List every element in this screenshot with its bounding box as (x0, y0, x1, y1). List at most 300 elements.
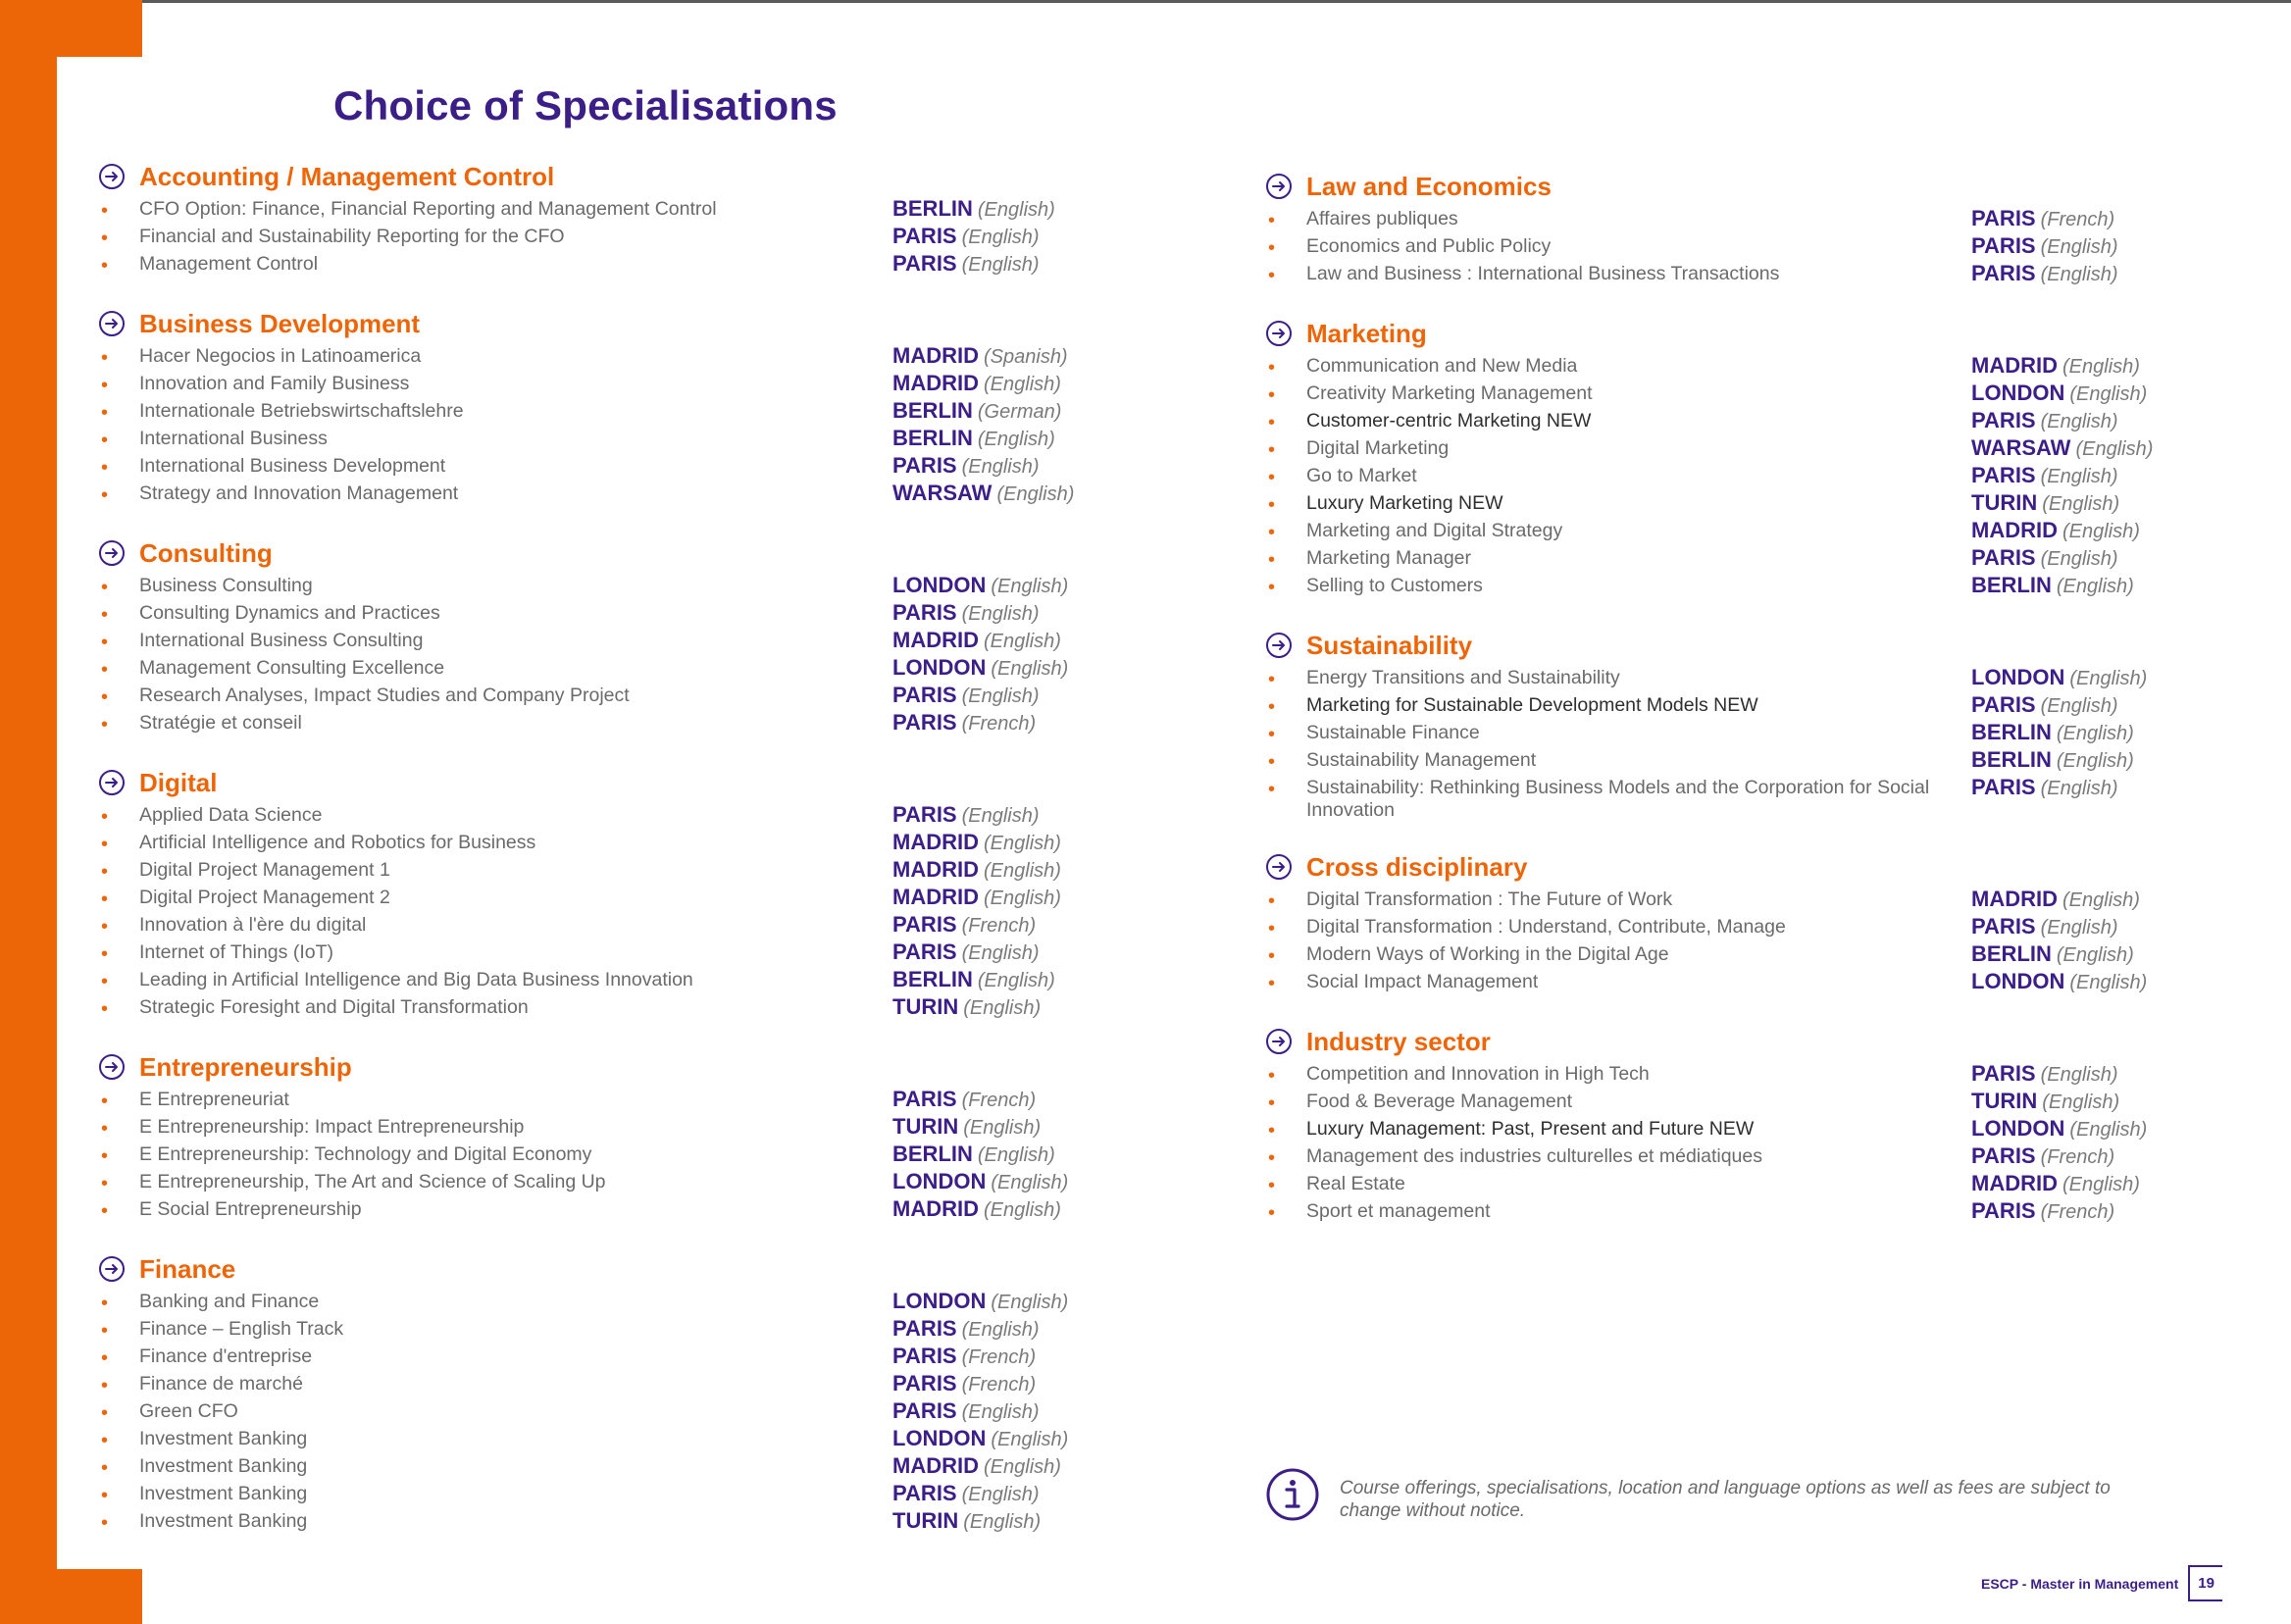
course-name: Customer-centric Marketing NEW (1306, 410, 1592, 431)
course-location (892, 453, 1040, 481)
campus-city: MADRID (1971, 353, 2058, 378)
course-name: Internationale Betriebswirtschaftslehre (139, 400, 464, 422)
list-item (98, 573, 1138, 600)
section-title: Cross disciplinary (1306, 851, 1528, 882)
course-name: E Entrepreneuriat (139, 1089, 289, 1110)
list-item (98, 251, 1138, 279)
course-location (892, 1316, 1040, 1344)
course-location (892, 481, 1074, 508)
course-name: Go to Market (1306, 465, 1417, 486)
course-location (1971, 206, 2114, 233)
list-item (1265, 435, 2246, 463)
bullet-icon: • (101, 1485, 109, 1506)
campus-city: TURIN (892, 994, 959, 1019)
bullet-icon: • (1268, 1147, 1276, 1169)
campus-city: MADRID (892, 628, 979, 652)
list-item (98, 683, 1138, 710)
bullet-icon: • (101, 457, 109, 479)
course-name: Management des industries culturelles et médiatiques (1306, 1145, 1763, 1167)
course-language: (French) (2040, 1146, 2115, 1168)
campus-city: BERLIN (892, 426, 973, 450)
list-item (98, 224, 1138, 251)
list-item (1265, 1143, 2246, 1171)
course-language: (English) (963, 1511, 1042, 1533)
course-name: International Business Development (139, 455, 446, 477)
course-name: Strategic Foresight and Digital Transformation (139, 996, 529, 1018)
campus-city: LONDON (892, 1169, 987, 1193)
course-location (1971, 408, 2118, 435)
course-location (892, 224, 1040, 251)
bullet-icon: • (101, 347, 109, 369)
bullet-icon: • (1268, 577, 1276, 598)
campus-city: BERLIN (1971, 720, 2052, 744)
course-language: (English) (963, 1117, 1042, 1139)
campus-city: PARIS (1971, 1143, 2036, 1168)
section (98, 533, 1138, 737)
section-title: Industry sector (1306, 1026, 1491, 1056)
course-language: (English) (961, 254, 1040, 276)
course-location (1971, 490, 2119, 518)
course-language: (English) (984, 860, 1061, 882)
course-name: Selling to Customers (1306, 575, 1483, 596)
campus-city: PARIS (1971, 775, 2036, 799)
section-header (98, 533, 1138, 573)
course-name: Luxury Marketing NEW (1306, 492, 1503, 514)
campus-city: MADRID (892, 885, 979, 909)
course-name: Innovation and Family Business (139, 373, 410, 394)
campus-city: PARIS (892, 683, 957, 707)
campus-city: TURIN (1971, 490, 2038, 515)
course-language: (English) (961, 685, 1040, 707)
course-language: (English) (961, 456, 1040, 478)
section-header (1265, 1022, 2246, 1061)
campus-city: WARSAW (892, 481, 993, 505)
course-location (892, 1481, 1040, 1508)
course-location (892, 1371, 1036, 1398)
list-item (1265, 261, 2246, 288)
section (1265, 847, 2246, 996)
campus-city: TURIN (892, 1508, 959, 1533)
bullet-icon: • (101, 1402, 109, 1424)
list-item (98, 1142, 1138, 1169)
left-column (98, 157, 1138, 1561)
course-location (892, 573, 1068, 600)
course-language: (English) (996, 483, 1075, 505)
course-location (1971, 941, 2134, 969)
arrow-circle-icon (98, 1053, 126, 1081)
course-language: (English) (991, 658, 1069, 680)
course-location (892, 1142, 1055, 1169)
course-location (1971, 518, 2140, 545)
list-item (1265, 941, 2246, 969)
course-name: Financial and Sustainability Reporting for the CFO (139, 226, 565, 247)
campus-city: BERLIN (892, 967, 973, 991)
section (1265, 1022, 2246, 1226)
arrow-circle-icon (1265, 632, 1293, 659)
bullet-icon: • (101, 1145, 109, 1167)
course-language: (English) (2040, 264, 2118, 285)
course-language: (English) (984, 888, 1061, 909)
campus-city: BERLIN (1971, 941, 2052, 966)
campus-city: WARSAW (1971, 435, 2071, 460)
course-language: (English) (2042, 1091, 2120, 1113)
section-header (1265, 626, 2246, 665)
course-name: Food & Beverage Management (1306, 1091, 1573, 1112)
campus-city: PARIS (1971, 1198, 2036, 1223)
bullet-icon: • (101, 888, 109, 910)
course-location (1971, 1198, 2114, 1226)
list-item (98, 453, 1138, 481)
bullet-icon: • (101, 632, 109, 653)
section (98, 304, 1138, 508)
bullet-icon: • (1268, 751, 1276, 773)
course-location (892, 371, 1061, 398)
list-item (1265, 573, 2246, 600)
section-header (98, 763, 1138, 802)
course-language: (English) (984, 374, 1061, 395)
course-name: Law and Business : International Business Transactions (1306, 263, 1780, 284)
course-name: Sustainability Management (1306, 749, 1537, 771)
course-location (1971, 775, 2118, 802)
list-item (1265, 518, 2246, 545)
course-name: Marketing and Digital Strategy (1306, 520, 1563, 541)
course-language: (English) (2040, 548, 2118, 570)
bullet-icon: • (101, 714, 109, 736)
bullet-icon: • (1268, 384, 1276, 406)
page-title: Choice of Specialisations (333, 82, 838, 128)
list-item (98, 1114, 1138, 1142)
list-item (1265, 233, 2246, 261)
bullet-icon: • (1268, 779, 1276, 800)
list-item (1265, 1089, 2246, 1116)
bullet-icon: • (1268, 1065, 1276, 1087)
section-title: Accounting / Management Control (139, 161, 555, 191)
list-item (98, 398, 1138, 426)
course-language: (English) (984, 833, 1061, 854)
course-name: International Business (139, 428, 328, 449)
page-number: 19 (2188, 1565, 2222, 1601)
course-location (892, 857, 1061, 885)
course-location (892, 1398, 1040, 1426)
list-item (98, 1508, 1138, 1536)
list-item (98, 1371, 1138, 1398)
list-item (1265, 545, 2246, 573)
campus-city: MADRID (892, 371, 979, 395)
list-item (1265, 1061, 2246, 1089)
course-language: (English) (2040, 695, 2118, 717)
bullet-icon: • (1268, 696, 1276, 718)
bullet-icon: • (101, 1293, 109, 1314)
bullet-icon: • (101, 916, 109, 938)
campus-city: LONDON (892, 1289, 987, 1313)
course-language: (English) (2056, 750, 2134, 772)
course-location (1971, 1171, 2140, 1198)
campus-city: MADRID (892, 1453, 979, 1478)
course-location (892, 1114, 1041, 1142)
course-name: Business Consulting (139, 575, 313, 596)
course-name: E Entrepreneurship, The Art and Science of Scaling Up (139, 1171, 606, 1193)
campus-city: PARIS (1971, 692, 2036, 717)
campus-city: MADRID (1971, 518, 2058, 542)
campus-city: MADRID (892, 830, 979, 854)
campus-city: PARIS (892, 912, 957, 937)
bullet-icon: • (1268, 1120, 1276, 1142)
campus-city: PARIS (1971, 261, 2036, 285)
course-name: Investment Banking (139, 1455, 308, 1477)
list-item (98, 343, 1138, 371)
course-name: Real Estate (1306, 1173, 1405, 1194)
bullet-icon: • (101, 1375, 109, 1396)
course-language: (Spanish) (984, 346, 1068, 368)
campus-city: TURIN (1971, 1089, 2038, 1113)
bullet-icon: • (1268, 237, 1276, 259)
course-language: (English) (2040, 466, 2118, 487)
course-name: Internet of Things (IoT) (139, 941, 333, 963)
bullet-icon: • (101, 1200, 109, 1222)
list-item (98, 1398, 1138, 1426)
bullet-icon: • (101, 604, 109, 626)
campus-city: BERLIN (892, 398, 973, 423)
course-location (892, 628, 1061, 655)
course-name: Innovation à l'ère du digital (139, 914, 367, 936)
course-location (892, 1426, 1068, 1453)
bullet-icon: • (101, 806, 109, 828)
campus-city: PARIS (1971, 914, 2036, 939)
course-name: Luxury Management: Past, Present and Future NEW (1306, 1118, 1755, 1140)
bullet-icon: • (1268, 549, 1276, 571)
campus-city: PARIS (1971, 463, 2036, 487)
campus-city: BERLIN (1971, 747, 2052, 772)
course-language: (English) (961, 603, 1040, 625)
course-name: Strategy and Innovation Management (139, 482, 459, 504)
campus-city: LONDON (892, 1426, 987, 1450)
course-name: Marketing Manager (1306, 547, 1471, 569)
bullet-icon: • (1268, 522, 1276, 543)
course-location (1971, 1116, 2147, 1143)
course-location (892, 912, 1036, 939)
section-title: Sustainability (1306, 630, 1473, 660)
course-language: (English) (991, 1429, 1069, 1450)
course-name: Investment Banking (139, 1510, 308, 1532)
bullet-icon: • (1268, 412, 1276, 433)
course-name: Finance – English Track (139, 1318, 344, 1340)
list-item (1265, 206, 2246, 233)
course-name: Digital Project Management 1 (139, 859, 390, 881)
course-language: (English) (961, 1319, 1040, 1341)
course-location (1971, 969, 2147, 996)
campus-city: LONDON (892, 655, 987, 680)
right-column (1265, 167, 2246, 1251)
section-title: Business Development (139, 308, 421, 338)
course-name: Communication and New Media (1306, 355, 1578, 377)
course-name: Leading in Artificial Intelligence and Big Data Business Innovation (139, 969, 693, 990)
section (98, 1047, 1138, 1224)
list-item (98, 1196, 1138, 1224)
list-item (98, 1426, 1138, 1453)
course-language: (English) (2069, 668, 2148, 689)
course-language: (English) (984, 1199, 1061, 1221)
course-location (892, 600, 1040, 628)
list-item (1265, 1198, 2246, 1226)
page-footer (1981, 1565, 2222, 1601)
course-location (892, 1344, 1036, 1371)
campus-city: PARIS (892, 251, 957, 276)
course-name: Banking and Finance (139, 1291, 320, 1312)
course-language: (English) (977, 429, 1055, 450)
orange-bottom-corner (0, 1569, 142, 1624)
course-language: (English) (2062, 1174, 2140, 1195)
campus-city: PARIS (892, 1481, 957, 1505)
course-location (892, 830, 1061, 857)
course-name: Digital Project Management 2 (139, 887, 390, 908)
course-name: Digital Transformation : Understand, Contribute, Manage (1306, 916, 1786, 938)
course-location (892, 802, 1040, 830)
list-item (98, 600, 1138, 628)
course-name: International Business Consulting (139, 630, 424, 651)
list-item (98, 830, 1138, 857)
course-location (892, 1196, 1061, 1224)
course-name: Sport et management (1306, 1200, 1491, 1222)
course-location (1971, 1061, 2118, 1089)
course-location (1971, 545, 2118, 573)
bullet-icon: • (101, 1457, 109, 1479)
course-language: (French) (961, 1374, 1037, 1396)
course-name: Digital Marketing (1306, 437, 1450, 459)
list-item (98, 1289, 1138, 1316)
arrow-circle-icon (98, 163, 126, 190)
section-title: Law and Economics (1306, 171, 1552, 201)
course-name: Marketing for Sustainable Development Models NEW (1306, 694, 1758, 716)
list-item (1265, 408, 2246, 435)
campus-city: PARIS (892, 1371, 957, 1396)
course-language: (English) (2040, 917, 2118, 939)
info-icon (1265, 1467, 1320, 1522)
section (1265, 314, 2246, 600)
course-name: Social Impact Management (1306, 971, 1539, 992)
list-item (98, 628, 1138, 655)
course-location (892, 1508, 1041, 1536)
section-title: Finance (139, 1253, 236, 1284)
campus-city: BERLIN (892, 196, 973, 221)
section-header (98, 304, 1138, 343)
course-language: (English) (977, 970, 1055, 991)
section (1265, 167, 2246, 288)
course-name: CFO Option: Finance, Financial Reporting and Management Control (139, 198, 717, 220)
bullet-icon: • (101, 971, 109, 992)
campus-city: PARIS (1971, 206, 2036, 230)
course-location (892, 994, 1041, 1022)
arrow-circle-icon (1265, 853, 1293, 881)
orange-side-bar (0, 0, 57, 1624)
bullet-icon: • (101, 998, 109, 1020)
course-language: (English) (2069, 972, 2148, 993)
course-language: (English) (2040, 1064, 2118, 1086)
course-language: (English) (984, 1456, 1061, 1478)
bullet-icon: • (1268, 265, 1276, 286)
course-location (892, 343, 1068, 371)
campus-city: PARIS (892, 600, 957, 625)
list-item (1265, 887, 2246, 914)
campus-city: LONDON (1971, 665, 2065, 689)
course-language: (English) (2075, 438, 2154, 460)
bullet-icon: • (1268, 1202, 1276, 1224)
course-name: Sustainable Finance (1306, 722, 1480, 743)
course-name: Green CFO (139, 1400, 238, 1422)
arrow-circle-icon (98, 310, 126, 337)
campus-city: MADRID (892, 857, 979, 882)
campus-city: PARIS (1971, 1061, 2036, 1086)
course-location (892, 967, 1055, 994)
campus-city: PARIS (892, 1087, 957, 1111)
section-title: Marketing (1306, 318, 1427, 348)
course-language: (English) (2056, 576, 2134, 597)
campus-city: MADRID (1971, 1171, 2058, 1195)
campus-city: PARIS (892, 224, 957, 248)
bullet-icon: • (1268, 1175, 1276, 1196)
course-location (1971, 887, 2140, 914)
course-name: Affaires publiques (1306, 208, 1458, 229)
course-language: (English) (977, 1144, 1055, 1166)
bullet-icon: • (101, 402, 109, 424)
course-language: (English) (2040, 778, 2118, 799)
course-language: (English) (2062, 889, 2140, 911)
course-location (892, 655, 1068, 683)
list-item (1265, 1171, 2246, 1198)
section (98, 1249, 1138, 1536)
course-language: (English) (961, 1401, 1040, 1423)
list-item (98, 481, 1138, 508)
course-name: E Social Entrepreneurship (139, 1198, 362, 1220)
section-title: Digital (139, 767, 218, 797)
course-language: (English) (961, 227, 1040, 248)
list-item (98, 1087, 1138, 1114)
campus-city: PARIS (892, 802, 957, 827)
bullet-icon: • (101, 484, 109, 506)
list-item (1265, 463, 2246, 490)
course-location (1971, 1143, 2114, 1171)
course-name: Investment Banking (139, 1428, 308, 1449)
bullet-icon: • (101, 577, 109, 598)
course-language: (English) (961, 805, 1040, 827)
arrow-circle-icon (1265, 320, 1293, 347)
course-language: (French) (961, 1346, 1037, 1368)
course-language: (English) (2056, 944, 2134, 966)
course-language: (English) (961, 1484, 1040, 1505)
campus-city: PARIS (892, 1344, 957, 1368)
campus-city: BERLIN (1971, 573, 2052, 597)
course-language: (English) (2056, 723, 2134, 744)
list-item (98, 802, 1138, 830)
bullet-icon: • (1268, 945, 1276, 967)
course-name: Management Control (139, 253, 319, 275)
orange-top-corner (0, 0, 142, 57)
course-language: (English) (2069, 383, 2148, 405)
list-item (98, 885, 1138, 912)
course-name: Management Consulting Excellence (139, 657, 445, 679)
course-name: Investment Banking (139, 1483, 308, 1504)
section-header (1265, 847, 2246, 887)
bullet-icon: • (101, 228, 109, 249)
course-location (1971, 1089, 2119, 1116)
campus-city: PARIS (892, 1398, 957, 1423)
bullet-icon: • (101, 375, 109, 396)
course-name: Competition and Innovation in High Tech (1306, 1063, 1650, 1085)
course-location (1971, 261, 2118, 288)
course-language: (English) (963, 997, 1042, 1019)
bullet-icon: • (101, 659, 109, 681)
section-header (98, 1249, 1138, 1289)
course-location (892, 885, 1061, 912)
